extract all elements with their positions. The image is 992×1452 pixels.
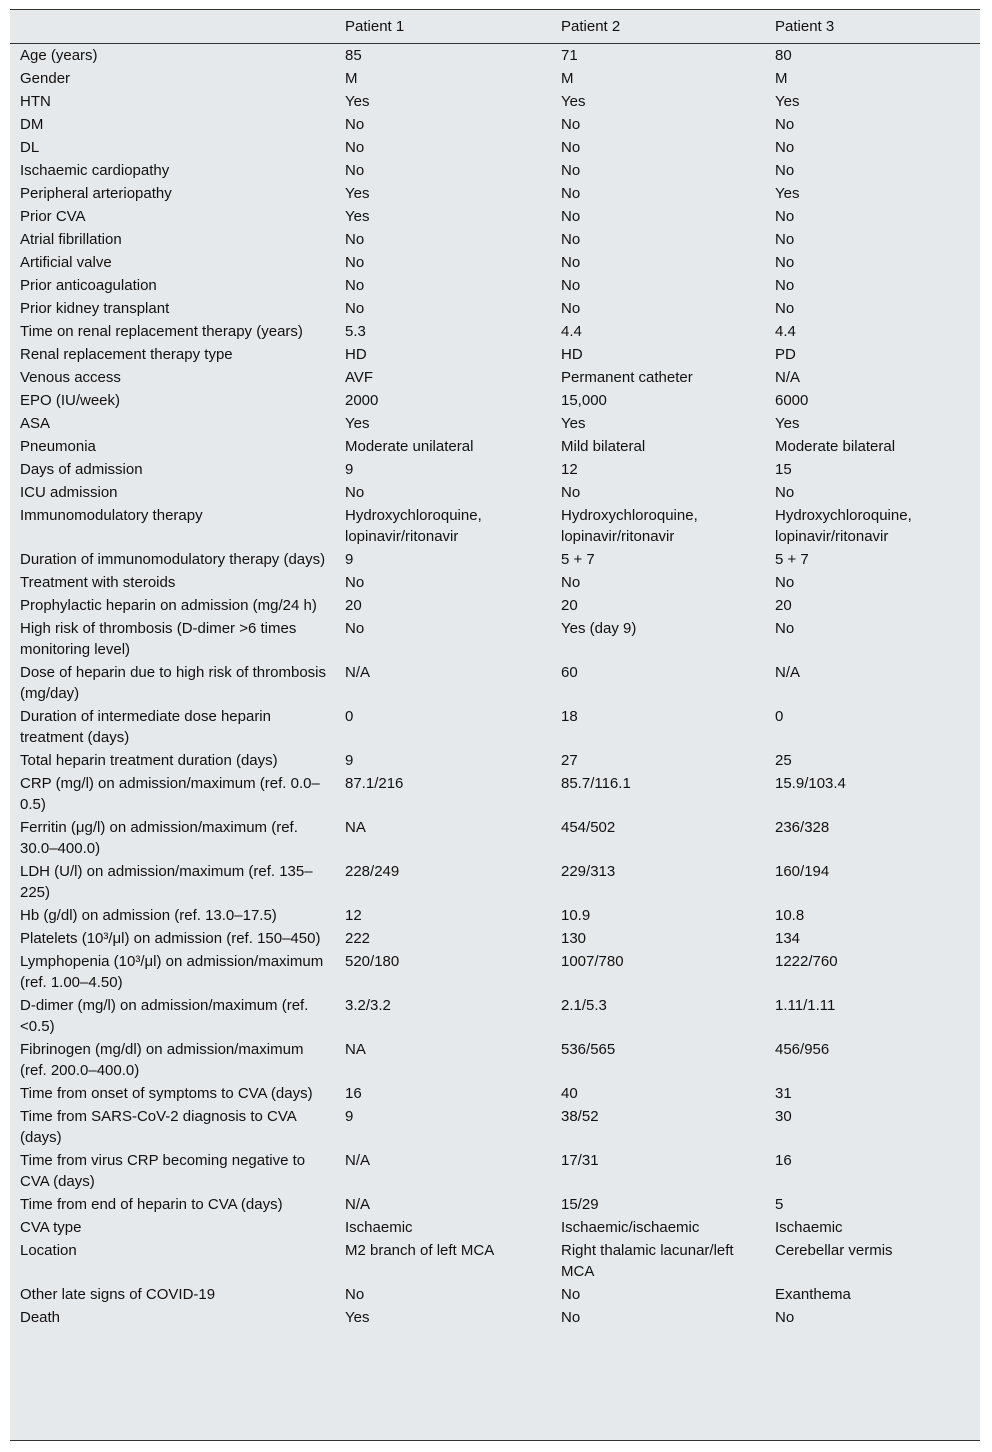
patient-2-value: No: [561, 1309, 581, 1326]
patient-3-value: No: [775, 116, 795, 133]
table-row: [10, 1216, 980, 1239]
patient-3-value: Hydroxychloroquine, lopinavir/ritonavir: [775, 507, 912, 545]
patient-1-value: 520/180: [345, 953, 400, 970]
patient-1-value: Moderate unilateral: [345, 438, 474, 455]
patient-2-value: 18: [561, 708, 578, 725]
patient-2-value: 15,000: [561, 392, 607, 409]
patient-3-value: 16: [775, 1152, 792, 1169]
table-row: [10, 1239, 980, 1283]
patient-3-value: 134: [775, 930, 801, 947]
patient-1-value: 228/249: [345, 863, 400, 880]
row-label: Time from SARS-CoV-2 diagnosis to CVA (days): [20, 1108, 296, 1146]
row-label: Prior CVA: [20, 208, 86, 225]
patient-2-value: Mild bilateral: [561, 438, 646, 455]
header-cell: Patient 1: [336, 10, 552, 44]
patient-1-value: Yes: [345, 1309, 370, 1326]
patient-1-value: 9: [345, 1108, 354, 1125]
patient-3-value: 5: [775, 1196, 784, 1213]
patient-3-value: No: [775, 574, 795, 591]
patient-2-value: 71: [561, 47, 578, 64]
table-row: [10, 927, 980, 950]
patient-2-value: Right thalamic lacunar/left MCA: [561, 1242, 734, 1280]
patient-3-value: No: [775, 139, 795, 156]
header-cell: Patient 3: [766, 10, 980, 44]
table-row: [10, 617, 980, 661]
table-row: [10, 366, 980, 389]
patient-1-value: Yes: [345, 93, 370, 110]
row-label: Days of admission: [20, 461, 143, 478]
patient-2-value: No: [561, 574, 581, 591]
table-row: [10, 458, 980, 481]
table-row: [10, 44, 980, 68]
patient-1-value: 85: [345, 47, 362, 64]
table-row: [10, 1306, 980, 1329]
patient-3-value: No: [775, 208, 795, 225]
table-row: [10, 67, 980, 90]
patient-1-value: 16: [345, 1085, 362, 1102]
patient-2-value: 454/502: [561, 819, 616, 836]
patient-1-value: 0: [345, 708, 354, 725]
patient-3-value: No: [775, 484, 795, 501]
table-row: [10, 136, 980, 159]
patient-1-value: No: [345, 620, 365, 637]
table-row: [10, 950, 980, 994]
patient-2-value: M: [561, 70, 574, 87]
patient-2-value: No: [561, 208, 581, 225]
patient-3-value: Yes: [775, 93, 800, 110]
patient-1-value: No: [345, 484, 365, 501]
table-row: [10, 994, 980, 1038]
patient-2-value: 130: [561, 930, 587, 947]
patient-3-value: No: [775, 231, 795, 248]
patient-3-value: Ischaemic: [775, 1219, 843, 1236]
patient-3-value: Yes: [775, 185, 800, 202]
table-row: [10, 159, 980, 182]
table-row: [10, 228, 980, 251]
table-row: [10, 251, 980, 274]
patient-2-value: 40: [561, 1085, 578, 1102]
row-label: CVA type: [20, 1219, 82, 1236]
patient-1-value: No: [345, 277, 365, 294]
table-row: [10, 1105, 980, 1149]
patient-1-value: No: [345, 139, 365, 156]
patient-1-value: No: [345, 300, 365, 317]
patient-1-value: HD: [345, 346, 367, 363]
row-label: Total heparin treatment duration (days): [20, 752, 278, 769]
patient-3-value: No: [775, 277, 795, 294]
patient-2-value: 15/29: [561, 1196, 599, 1213]
row-label: Treatment with steroids: [20, 574, 176, 591]
patient-1-value: No: [345, 574, 365, 591]
row-label: Time from virus CRP becoming negative to CVA (days): [20, 1152, 306, 1190]
patient-1-value: No: [345, 254, 365, 271]
patient-2-value: No: [561, 185, 581, 202]
row-label: D-dimer (mg/l) on admission/maximum (ref. <0.5): [20, 997, 309, 1035]
patient-1-value: 2000: [345, 392, 379, 409]
row-label: Time from end of heparin to CVA (days): [20, 1196, 283, 1213]
table-row: [10, 816, 980, 860]
patient-2-value: Yes: [561, 415, 586, 432]
patient-2-value: 10.9: [561, 907, 591, 924]
patient-2-value: No: [561, 300, 581, 317]
patient-3-value: 236/328: [775, 819, 830, 836]
patient-1-value: N/A: [345, 664, 371, 681]
row-label: Time on renal replacement therapy (years): [20, 323, 303, 340]
row-label: Other late signs of COVID-19: [20, 1286, 216, 1303]
patient-1-value: 9: [345, 461, 354, 478]
patient-3-value: 31: [775, 1085, 792, 1102]
row-label: Venous access: [20, 369, 121, 386]
patient-3-value: M: [775, 70, 788, 87]
table-row: [10, 548, 980, 571]
row-label: ASA: [20, 415, 51, 432]
row-label: Duration of immunomodulatory therapy (days): [20, 551, 326, 568]
table-row: [10, 1193, 980, 1216]
row-label: Death: [20, 1309, 61, 1326]
patient-2-value: Ischaemic/ischaemic: [561, 1219, 700, 1236]
table-row: [10, 90, 980, 113]
table-row: [10, 661, 980, 705]
patient-2-value: 17/31: [561, 1152, 599, 1169]
table-row: [10, 389, 980, 412]
patient-3-value: 10.8: [775, 907, 805, 924]
patient-1-value: No: [345, 162, 365, 179]
table-row: [10, 205, 980, 228]
patient-3-value: Cerebellar vermis: [775, 1242, 893, 1259]
patient-3-value: 6000: [775, 392, 809, 409]
table-row: [10, 481, 980, 504]
patient-1-value: 87.1/216: [345, 775, 404, 792]
patient-2-value: No: [561, 1286, 581, 1303]
table-row: [10, 860, 980, 904]
patient-3-value: 15.9/103.4: [775, 775, 846, 792]
row-label: Peripheral arteriopathy: [20, 185, 172, 202]
row-label: Pneumonia: [20, 438, 96, 455]
patient-1-value: 20: [345, 597, 362, 614]
row-label: DM: [20, 116, 44, 133]
patient-2-value: Hydroxychloroquine, lopinavir/ritonavir: [561, 507, 698, 545]
row-label: Location: [20, 1242, 77, 1259]
row-label: Age (years): [20, 47, 98, 64]
row-label: Prior anticoagulation: [20, 277, 157, 294]
patient-1-value: 222: [345, 930, 371, 947]
row-label: Ferritin (μg/l) on admission/maximum (ref. 30.0–400.0): [20, 819, 298, 857]
table-row: [10, 1038, 980, 1082]
row-label: DL: [20, 139, 40, 156]
table-row: [10, 435, 980, 458]
patient-3-value: N/A: [775, 664, 801, 681]
patient-1-value: No: [345, 1286, 365, 1303]
table-row: [10, 1082, 980, 1105]
patient-2-value: No: [561, 231, 581, 248]
row-label: Atrial fibrillation: [20, 231, 122, 248]
table-row: [10, 594, 980, 617]
table-row: [10, 320, 980, 343]
patient-2-value: No: [561, 116, 581, 133]
table-row: [10, 182, 980, 205]
row-label: Ischaemic cardiopathy: [20, 162, 170, 179]
patient-2-value: 85.7/116.1: [561, 775, 631, 792]
patient-1-value: No: [345, 116, 365, 133]
patient-1-value: 9: [345, 752, 354, 769]
row-label: Lymphopenia (10³/μl) on admission/maximum (ref. 1.00–4.50): [20, 953, 324, 991]
table-body: [10, 44, 980, 1330]
patient-2-value: 60: [561, 664, 578, 681]
patient-3-value: 20: [775, 597, 792, 614]
table-row: [10, 904, 980, 927]
patient-3-value: Yes: [775, 415, 800, 432]
patient-1-value: Yes: [345, 415, 370, 432]
row-label: HTN: [20, 93, 51, 110]
row-label: Immunomodulatory therapy: [20, 507, 203, 524]
header-cell: [10, 10, 336, 44]
row-label: Duration of intermediate dose heparin treatment (days): [20, 708, 271, 746]
patient-3-value: 5 + 7: [775, 551, 809, 568]
patient-1-value: NA: [345, 819, 366, 836]
row-label: EPO (IU/week): [20, 392, 121, 409]
patient-2-value: 5 + 7: [561, 551, 595, 568]
patient-3-value: PD: [775, 346, 796, 363]
patient-1-value: M2 branch of left MCA: [345, 1242, 495, 1259]
row-label: Hb (g/dl) on admission (ref. 13.0–17.5): [20, 907, 277, 924]
table-row: [10, 1283, 980, 1306]
patient-2-value: 38/52: [561, 1108, 599, 1125]
row-label: Time from onset of symptoms to CVA (days): [20, 1085, 313, 1102]
row-label: LDH (U/l) on admission/maximum (ref. 135–225): [20, 863, 313, 901]
patient-2-value: No: [561, 162, 581, 179]
patient-3-value: 80: [775, 47, 792, 64]
header-row: [10, 10, 980, 44]
patient-2-value: 229/313: [561, 863, 616, 880]
table-row: [10, 297, 980, 320]
patient-1-value: NA: [345, 1041, 366, 1058]
patient-3-value: 15: [775, 461, 792, 478]
patient-3-value: 0: [775, 708, 784, 725]
row-label: Dose of heparin due to high risk of thrombosis (mg/day): [20, 664, 326, 702]
patient-3-value: 30: [775, 1108, 792, 1125]
patients-table: [10, 10, 980, 1329]
row-label: ICU admission: [20, 484, 118, 501]
patient-1-value: Ischaemic: [345, 1219, 413, 1236]
patient-3-value: No: [775, 254, 795, 271]
table-row: [10, 412, 980, 435]
table-row: [10, 571, 980, 594]
row-label: Artificial valve: [20, 254, 112, 271]
patient-3-value: 160/194: [775, 863, 830, 880]
table-row: [10, 1149, 980, 1193]
patient-2-value: No: [561, 484, 581, 501]
patient-1-value: Yes: [345, 208, 370, 225]
row-label: Platelets (10³/μl) on admission (ref. 150–450): [20, 930, 321, 947]
table-row: [10, 274, 980, 297]
patient-3-value: No: [775, 162, 795, 179]
patient-1-value: Yes: [345, 185, 370, 202]
patient-1-value: N/A: [345, 1196, 371, 1213]
row-label: Renal replacement therapy type: [20, 346, 233, 363]
patient-1-value: 12: [345, 907, 362, 924]
table-row: [10, 772, 980, 816]
patient-2-value: No: [561, 277, 581, 294]
row-label: Gender: [20, 70, 71, 87]
patient-1-value: No: [345, 231, 365, 248]
patient-1-value: 5.3: [345, 323, 366, 340]
patient-1-value: N/A: [345, 1152, 371, 1169]
row-label: CRP (mg/l) on admission/maximum (ref. 0.0–0.5): [20, 775, 320, 813]
patient-3-value: 456/956: [775, 1041, 830, 1058]
row-label: Fibrinogen (mg/dl) on admission/maximum (ref. 200.0–400.0): [20, 1041, 304, 1079]
patient-2-value: 4.4: [561, 323, 582, 340]
patient-3-value: Exanthema: [775, 1286, 851, 1303]
patient-2-value: 12: [561, 461, 578, 478]
table-row: [10, 705, 980, 749]
patient-2-value: No: [561, 139, 581, 156]
patient-2-value: 27: [561, 752, 578, 769]
header-cell: Patient 2: [552, 10, 766, 44]
patient-3-value: No: [775, 1309, 795, 1326]
patient-2-value: 1007/780: [561, 953, 624, 970]
patient-2-value: 20: [561, 597, 578, 614]
table-row: [10, 113, 980, 136]
patient-3-value: 1222/760: [775, 953, 838, 970]
patient-3-value: 25: [775, 752, 792, 769]
row-label: High risk of thrombosis (D-dimer >6 times monitoring level): [20, 620, 297, 658]
patient-2-value: No: [561, 254, 581, 271]
patient-1-value: M: [345, 70, 358, 87]
patient-2-value: 2.1/5.3: [561, 997, 607, 1014]
table-row: [10, 343, 980, 366]
patient-1-value: Hydroxychloroquine, lopinavir/ritonavir: [345, 507, 482, 545]
patient-2-value: Yes: [561, 93, 586, 110]
table-row: [10, 749, 980, 772]
patient-1-value: 9: [345, 551, 354, 568]
row-label: Prior kidney transplant: [20, 300, 170, 317]
patient-3-value: No: [775, 300, 795, 317]
patient-3-value: N/A: [775, 369, 801, 386]
patient-3-value: Moderate bilateral: [775, 438, 896, 455]
table-panel: [10, 9, 980, 1441]
patient-3-value: No: [775, 620, 795, 637]
table-row: [10, 504, 980, 548]
patient-2-value: HD: [561, 346, 583, 363]
patient-2-value: Permanent catheter: [561, 369, 693, 386]
row-label: Prophylactic heparin on admission (mg/24 h): [20, 597, 317, 614]
patient-3-value: 1.11/1.11: [775, 997, 836, 1014]
patient-3-value: 4.4: [775, 323, 796, 340]
patient-1-value: 3.2/3.2: [345, 997, 391, 1014]
patient-1-value: AVF: [345, 369, 374, 386]
patient-2-value: 536/565: [561, 1041, 616, 1058]
patient-2-value: Yes (day 9): [561, 620, 637, 637]
